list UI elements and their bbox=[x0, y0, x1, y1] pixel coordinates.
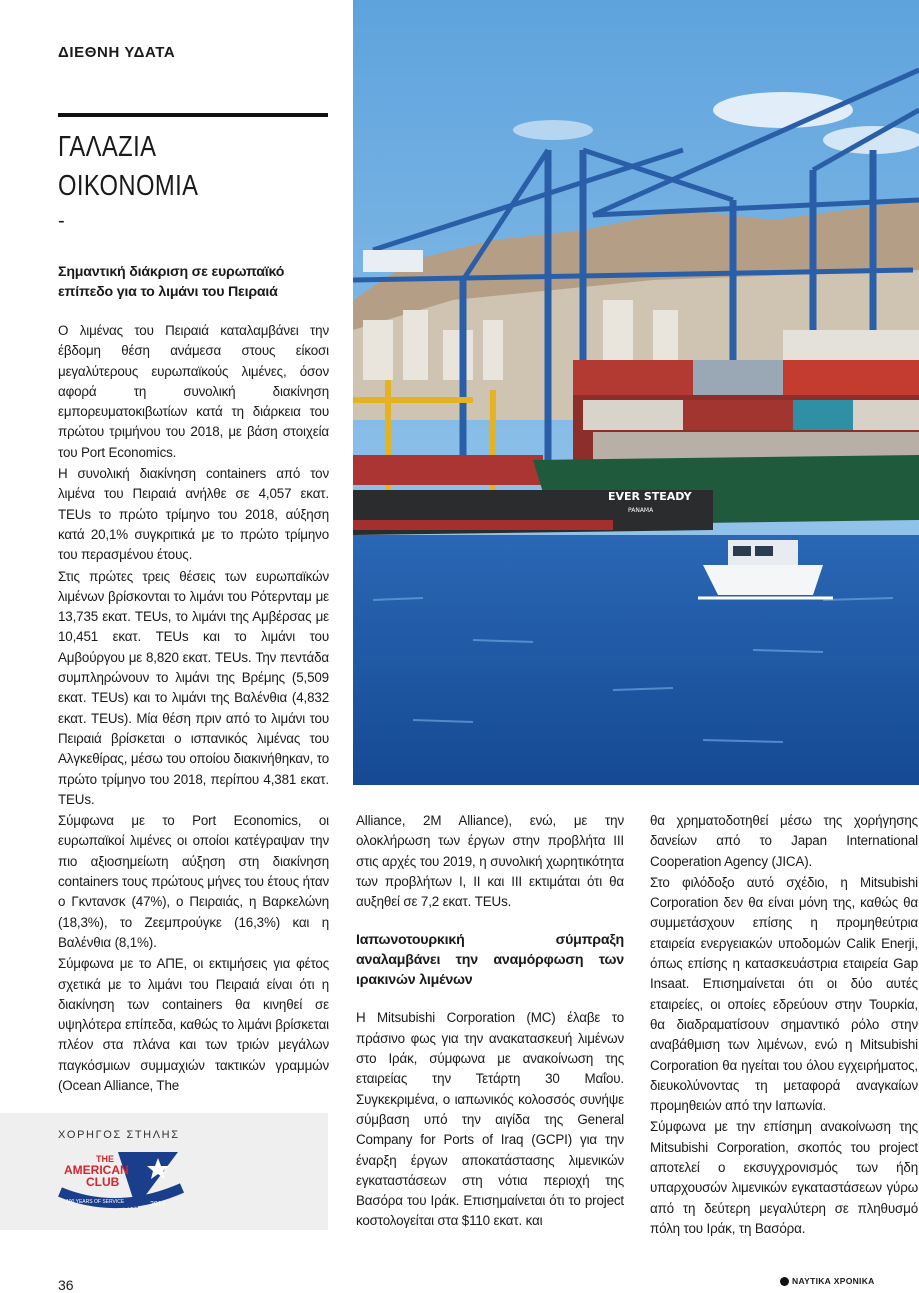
brand-icon bbox=[780, 1277, 789, 1286]
ship-port: PANAMA bbox=[628, 507, 654, 514]
article1-paragraph-3: Στις πρώτες τρεις θέσεις των ευρωπαϊκών λιμένων βρίσκονται το λιμάνι του Ρότερνταμ με 13,735 εκατ. TEUs, το λιμάνι της Αμβέρσας με 10,451 εκατ. TEUs και το λιμάνι του Αμβούργου με 8,820 εκατ. TEUs. Την πεντάδα συμπληρώνουν το λιμάνι της Βρέμης (5,509 εκατ. TEUs) και το λιμάνι της Βαλένθια (4,832 εκατ. TEUs). Μία θέση πριν από το λιμάνι του Πειραιά βρίσκεται ο ισπανικός λιμένας του Αλγκεθίρας, μέσω του οποίου διακινήθηκαν, το πρώτο τρίμηνο του 2018, περίπου 4,381 εκατ. TEUs. bbox=[58, 568, 329, 807]
title-dash: - bbox=[58, 210, 65, 232]
column-3 bbox=[650, 811, 918, 1240]
title-rule bbox=[58, 113, 328, 117]
column-1 bbox=[58, 321, 329, 1111]
article2-paragraph-1: Η Mitsubishi Corporation (MC) έλαβε το πράσινο φως για την ανακατασκευή λιμένων στο Ιράκ, σύμφωνα με ανακοίνωση της εταιρείας την Τετάρτη 30 Μαΐου. Συγκεκριμένα, ο ιαπωνικός κολοσσός συνήψε σύμβαση υπό την αιγίδα της General Company for Ports of Iraq (GCPI) για την έναρξη έργων αποκατάστασης λιμενικών εγκαταστάσεων στη νότια περιοχή της Βασόρα του Ιράκ. Επισημαίνεται ότι το project κοστολογείται στα $110 εκατ. και bbox=[356, 1010, 624, 1229]
article1-heading: Σημαντική διάκριση σε ευρωπαϊκό επίπεδο για το λιμάνι του Πειραιά bbox=[58, 264, 285, 300]
article2-heading: Ιαπωνοτουρκική σύμπραξη αναλαμβάνει την αναμόρφωση των ιρακινών λιμένων bbox=[356, 932, 624, 989]
footer-brand-text: ΝΑΥΤΙΚΑ ΧΡΟΝΙΚΑ bbox=[792, 1276, 875, 1286]
article1-paragraph-5: Σύμφωνα με το ΑΠΕ, οι εκτιμήσεις για φέτος σχετικά με το λιμάνι του Πειραιά είναι ότι η διακίνηση των containers θα κινηθεί σε υψηλότερα επίπεδα, καθώς το λιμάνι βρίσκεται πλέον στα πλάνα και των τριών μεγάλων παγκόσμιων συμμαχιών τακτικών γραμμών (Ocean Alliance, The bbox=[58, 956, 329, 1093]
page-title-line2: ΟΙΚΟΝΟΜΙΑ bbox=[58, 170, 199, 202]
article1-paragraph-5-continued: Alliance, 2M Alliance), ενώ, με την ολοκλήρωση των έργων στην προβλήτα ΙΙΙ στις αρχές του 2019, η συνολική χωρητικότητα των προβλήτων Ι, ΙΙ και ΙΙΙ εκτιμάται ότι θα αυξηθεί σε 7,2 εκατ. TEUs. bbox=[356, 813, 624, 910]
article1-paragraph-4: Σύμφωνα με το Port Economics, οι ευρωπαϊκοί λιμένες οι οποίοι κατέγραψαν την πιο αξιοσημείωτη αύξηση στη διακίνηση containers τους πρώτους μήνες του έτους ήταν ο Γκντανσκ (47%), ο Πειραιάς, η Βαρκελώνη (18,3%), το Ζεεμπρούγκε (16,3%) και η Βαλένθια (8,1%). bbox=[58, 813, 329, 950]
ship-name: EVER STEADY bbox=[608, 490, 692, 503]
american-club-logo bbox=[58, 1148, 186, 1220]
section-label: ΔΙΕΘΝΗ ΥΔΑΤΑ bbox=[58, 44, 176, 61]
column-2 bbox=[356, 811, 624, 1233]
footer-brand bbox=[780, 1276, 875, 1286]
article2-paragraph-3: Σύμφωνα με την επίσημη ανακοίνωση της Mitsubishi Corporation, σκοπός του project αποτελεί ο εκσυγχρονισμός των ήδη υπαρχουσών λιμενικών εγκαταστάσεων γύρω από τη δεύτερη μεγαλύτερη σε πληθυσμό πόλη του Ιράκ, τη Βασόρα. bbox=[650, 1119, 918, 1236]
article1-paragraph-1: Ο λιμένας του Πειραιά καταλαμβάνει την έβδομη θέση ανάμεσα στους είκοσι μεγαλύτερους ευρωπαϊκούς λιμένες, όσον αφορά τη συνολική διακίνηση εμπορευματοκιβωτίων κατά τη διάρκεια του πρώτου τριμήνου του 2018, με βάση στοιχεία του Port Economics. bbox=[58, 323, 329, 460]
logo-start-year: 1917 bbox=[124, 1203, 140, 1210]
logo-years: 100 YEARS OF SERVICE bbox=[66, 1199, 125, 1205]
page-title bbox=[58, 128, 198, 206]
logo-line3: CLUB bbox=[86, 1175, 120, 1189]
port-photo bbox=[353, 0, 919, 785]
logo-line2: AMERICAN bbox=[64, 1163, 129, 1177]
logo-line1: THE bbox=[96, 1154, 114, 1164]
article1-paragraph-2: Η συνολική διακίνηση containers από τον λιμένα του Πειραιά ανήλθε σε 4,057 εκατ. TEUs το πρώτο τρίμηνο του 2018, αύξηση κατά 20,1% συγκριτικά με το πρώτο τρίμηνο του περασμένου έτους. bbox=[58, 466, 329, 563]
logo-end-year: 2017 bbox=[150, 1201, 166, 1208]
article2-paragraph-1-continued: θα χρηματοδοτηθεί μέσω της χορήγησης δανείων από το Japan International Cooperation Agency (JICA). bbox=[650, 813, 918, 869]
page-title-line1: ΓΑΛΑΖΙΑ bbox=[58, 131, 157, 163]
sponsor-label: ΧΟΡΗΓΟΣ ΣΤΗΛΗΣ bbox=[58, 1129, 180, 1141]
page-number: 36 bbox=[58, 1277, 74, 1293]
article2-paragraph-2: Στο φιλόδοξο αυτό σχέδιο, η Mitsubishi Corporation δεν θα είναι μόνη της, καθώς θα συμμετάσχουν επίσης η προμηθεύτρια εταιρεία ενεργειακών υποδομών Calik Enerji, όπως επίσης η κατασκευάστρια εταιρεία Gap Insaat. Επισημαίνεται ότι οι δύο αυτές εταιρείες, οι οποίες εδρεύουν στην Τουρκία, θα διαδραματίσουν σημαντικό ρόλο στην αναβάθμιση των λιμένων, ενώ η Mitsubishi Corporation θα ηγείται του όλου εγχειρήματος, διευκολύνοντας τη μεταφορά αναγκαίων προμηθειών από την Ιαπωνία. bbox=[650, 874, 918, 1114]
